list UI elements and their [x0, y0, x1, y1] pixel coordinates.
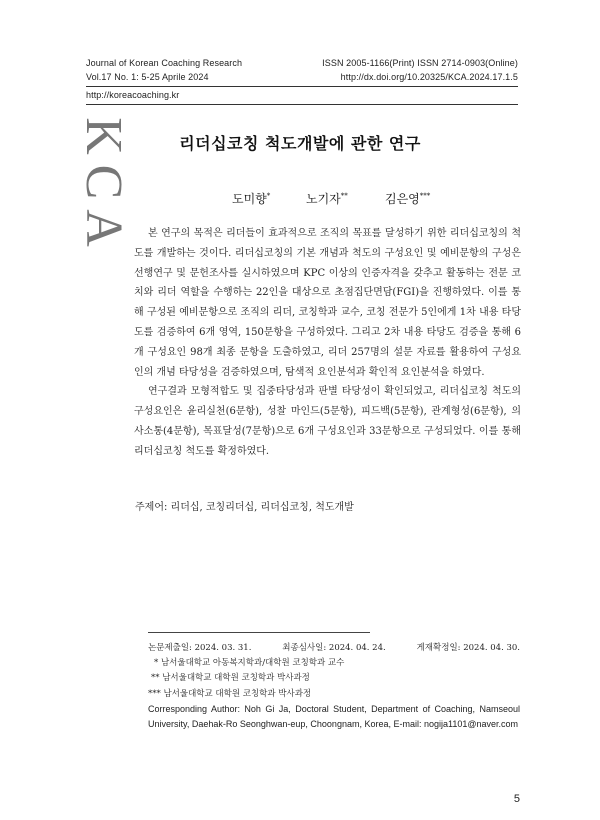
abstract-paragraph: 연구결과 모형적합도 및 집중타당성과 판별 타당성이 확인되었고, 리더십코칭 척도의 구성요인은 윤리실천(6문항), 성찰 마인드(5문항), 피드백(5문항), 관계형성(6문항), 의사소통(4문항), 목표달성(7문항)으로 6개 구성요인과 33문항으로 구성되었다. 이를 통해 리더십코칭 척도를 확정하였다. [134, 386, 521, 457]
affiliation-text: 남서울대학교 대학원 코칭학과 박사과정 [163, 688, 312, 699]
affiliation [148, 671, 520, 686]
header-rule [86, 86, 518, 87]
affiliation [148, 687, 520, 702]
author-name: 김은영 [385, 192, 420, 206]
reviewed-date: 최종심사일: 2024. 04. 24. [282, 643, 386, 653]
footnote-rule [148, 632, 370, 633]
affiliation-text: 남서울대학교 대학원 코칭학과 박사과정 [162, 673, 310, 684]
journal-url[interactable]: http://koreacoaching.kr [86, 90, 180, 100]
kca-logo-letter: C [75, 164, 132, 200]
affiliation-mark: ** [151, 673, 160, 684]
author [306, 190, 348, 207]
affiliation-mark: *** [148, 688, 161, 699]
volume-info: Vol.17 No. 1: 5-25 Aprile 2024 [86, 72, 209, 82]
paper-title: 리더십코칭 척도개발에 관한 연구 [179, 134, 421, 153]
author [385, 190, 430, 207]
submitted-date: 논문제출일: 2024. 03. 31. [148, 643, 252, 653]
author-mark: * [266, 192, 271, 200]
journal-name: Journal of Korean Coaching Research [86, 58, 243, 68]
author-mark: ** [340, 192, 348, 200]
keywords-label: 주제어: [135, 502, 168, 513]
accepted-date: 게재확정일: 2024. 04. 30. [416, 643, 520, 653]
affiliation [148, 656, 520, 671]
author-name: 도미향 [232, 192, 267, 206]
affiliation-text: 남서울대학교 아동복지학과/대학원 코칭학과 교수 [160, 658, 345, 669]
corresponding-author: Corresponding Author: Noh Gi Ja, Doctoral Student, Department of Coaching, Namseoul University, Daehak-Ro Seonghwan-eup, Choongnam, Korea, E-mail: nogija1101@naver.com [148, 703, 520, 730]
author-mark: *** [419, 192, 431, 200]
abstract [134, 224, 521, 462]
kca-logo-letter: A [75, 209, 132, 247]
kca-logo-letter: K [75, 117, 132, 155]
page-number: 5 [513, 793, 520, 805]
header-rule-lower [86, 104, 518, 105]
affiliation-mark: * [154, 658, 159, 669]
review-dates [148, 641, 520, 656]
keywords-text: 리더십, 코칭리더십, 리더십코칭, 척도개발 [170, 502, 354, 513]
abstract-paragraph: 본 연구의 목적은 리더들이 효과적으로 조직의 목표를 달성하기 위한 리더십코칭의 척도를 개발하는 것이다. 리더십코칭의 기본 개념과 척도의 구성요인 및 예비문항의 구성은 선행연구 및 문헌조사를 실시하였으며 KPC 이상의 인증자격을 갖추고 활동하는 전문 코치와 리더 역할을 수행하는 22인을 대상으로 초점집단면담(FGI)을 진행하였다. 이를 통해 구성된 예비문항으로 조직의 리더, 코칭학과 교수, 코칭 전문가 5인에게 1차 내용 타당도를 검증하여 6개 영역, 150문항을 구성하였다. 그리고 2차 내용 타당도 검증을 통해 6개 구성요인 98개 최종 문항을 도출하였고, 리더 257명의 설문 자료를 활용하여 구성요인의 개념 타당성을 검증하였으며, 탐색적 요인분석과 확인적 요인분석을 하였다. [134, 228, 521, 378]
doi-link[interactable]: http://dx.doi.org/10.20325/KCA.2024.17.1.5 [340, 72, 518, 82]
issn: ISSN 2005-1166(Print) ISSN 2714-0903(Online) [322, 58, 518, 68]
author [232, 190, 270, 207]
keywords [135, 498, 354, 513]
footnotes [148, 641, 520, 733]
author-name: 노기자 [306, 192, 341, 206]
